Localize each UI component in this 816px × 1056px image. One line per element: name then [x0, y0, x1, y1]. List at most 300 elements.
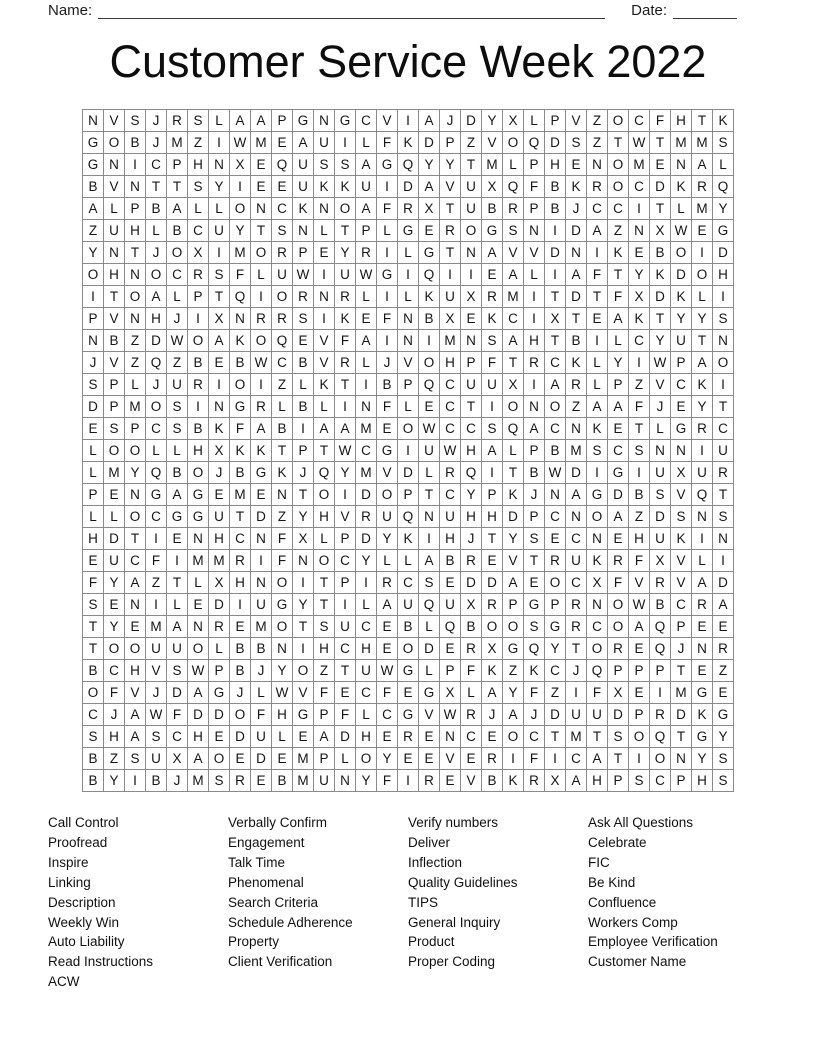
- grid-cell: R: [356, 242, 377, 264]
- grid-cell: C: [83, 704, 104, 726]
- grid-cell: A: [377, 594, 398, 616]
- grid-cell: N: [335, 770, 356, 792]
- grid-cell: F: [377, 396, 398, 418]
- grid-cell: N: [293, 220, 314, 242]
- grid-cell: Q: [398, 506, 419, 528]
- grid-cell: D: [566, 462, 587, 484]
- grid-cell: A: [713, 594, 734, 616]
- grid-cell: R: [650, 572, 671, 594]
- grid-cell: B: [566, 330, 587, 352]
- grid-cell: Y: [608, 352, 629, 374]
- grid-cell: P: [629, 660, 650, 682]
- grid-cell: O: [251, 330, 272, 352]
- grid-cell: A: [524, 418, 545, 440]
- grid-cell: G: [398, 220, 419, 242]
- grid-cell: T: [671, 726, 692, 748]
- grid-cell: O: [671, 242, 692, 264]
- grid-cell: I: [335, 594, 356, 616]
- grid-cell: R: [440, 220, 461, 242]
- grid-cell: N: [125, 594, 146, 616]
- grid-cell: Z: [125, 330, 146, 352]
- grid-cell: T: [461, 396, 482, 418]
- grid-cell: B: [146, 770, 167, 792]
- grid-cell: U: [713, 440, 734, 462]
- grid-cell: I: [524, 286, 545, 308]
- grid-cell: I: [461, 264, 482, 286]
- grid-cell: R: [293, 286, 314, 308]
- grid-cell: P: [125, 198, 146, 220]
- grid-cell: H: [83, 528, 104, 550]
- grid-cell: D: [188, 704, 209, 726]
- grid-cell: T: [482, 528, 503, 550]
- grid-cell: T: [545, 726, 566, 748]
- grid-cell: H: [314, 638, 335, 660]
- grid-row: [83, 550, 734, 572]
- grid-cell: D: [167, 682, 188, 704]
- grid-cell: I: [398, 770, 419, 792]
- grid-cell: S: [503, 220, 524, 242]
- grid-cell: C: [503, 308, 524, 330]
- grid-cell: C: [566, 748, 587, 770]
- grid-cell: F: [587, 264, 608, 286]
- grid-cell: R: [377, 572, 398, 594]
- word-list-item: Celebrate: [588, 834, 647, 850]
- date-blank-line: [673, 3, 737, 19]
- grid-cell: G: [272, 594, 293, 616]
- grid-cell: K: [398, 132, 419, 154]
- grid-cell: F: [272, 528, 293, 550]
- grid-cell: J: [146, 242, 167, 264]
- grid-cell: Q: [419, 264, 440, 286]
- grid-cell: I: [629, 748, 650, 770]
- grid-cell: A: [314, 726, 335, 748]
- grid-row: [83, 264, 734, 286]
- grid-cell: T: [314, 440, 335, 462]
- grid-cell: T: [293, 484, 314, 506]
- grid-cell: E: [83, 418, 104, 440]
- grid-cell: Q: [524, 638, 545, 660]
- grid-cell: A: [356, 330, 377, 352]
- grid-cell: N: [104, 242, 125, 264]
- grid-cell: B: [167, 462, 188, 484]
- grid-row: [83, 528, 734, 550]
- grid-cell: J: [146, 132, 167, 154]
- grid-cell: Y: [104, 572, 125, 594]
- grid-cell: E: [608, 418, 629, 440]
- grid-cell: S: [524, 528, 545, 550]
- grid-cell: B: [83, 660, 104, 682]
- grid-cell: V: [440, 748, 461, 770]
- grid-cell: B: [230, 462, 251, 484]
- grid-cell: I: [335, 484, 356, 506]
- grid-cell: R: [167, 110, 188, 132]
- grid-cell: N: [230, 308, 251, 330]
- grid-cell: E: [293, 726, 314, 748]
- grid-cell: P: [524, 154, 545, 176]
- grid-cell: I: [713, 374, 734, 396]
- grid-cell: I: [230, 594, 251, 616]
- grid-cell: U: [461, 176, 482, 198]
- grid-cell: E: [209, 726, 230, 748]
- grid-cell: J: [524, 484, 545, 506]
- grid-cell: E: [692, 616, 713, 638]
- grid-cell: G: [608, 462, 629, 484]
- grid-cell: S: [713, 770, 734, 792]
- grid-cell: Z: [566, 396, 587, 418]
- grid-cell: A: [356, 198, 377, 220]
- grid-cell: P: [167, 154, 188, 176]
- grid-cell: N: [587, 528, 608, 550]
- grid-cell: D: [650, 506, 671, 528]
- grid-cell: N: [440, 726, 461, 748]
- grid-cell: L: [503, 440, 524, 462]
- grid-cell: B: [83, 770, 104, 792]
- grid-cell: W: [146, 704, 167, 726]
- grid-cell: E: [629, 242, 650, 264]
- grid-cell: C: [356, 682, 377, 704]
- grid-cell: O: [251, 242, 272, 264]
- grid-cell: N: [314, 286, 335, 308]
- grid-cell: S: [671, 506, 692, 528]
- grid-row: [83, 616, 734, 638]
- grid-cell: E: [398, 682, 419, 704]
- grid-cell: N: [461, 242, 482, 264]
- grid-cell: E: [629, 638, 650, 660]
- grid-cell: S: [419, 572, 440, 594]
- word-search-grid: [82, 109, 734, 792]
- word-list-item: Client Verification: [228, 954, 333, 970]
- grid-cell: E: [335, 682, 356, 704]
- grid-cell: E: [251, 154, 272, 176]
- grid-cell: P: [629, 704, 650, 726]
- grid-cell: S: [587, 440, 608, 462]
- grid-cell: A: [482, 440, 503, 462]
- grid-cell: P: [524, 198, 545, 220]
- grid-cell: Z: [104, 748, 125, 770]
- grid-cell: Z: [629, 374, 650, 396]
- grid-cell: C: [272, 198, 293, 220]
- grid-cell: N: [545, 484, 566, 506]
- grid-cell: L: [356, 704, 377, 726]
- grid-row: [83, 726, 734, 748]
- grid-cell: H: [629, 528, 650, 550]
- grid-cell: R: [335, 286, 356, 308]
- grid-cell: E: [692, 220, 713, 242]
- grid-cell: G: [167, 506, 188, 528]
- grid-cell: U: [440, 506, 461, 528]
- grid-cell: W: [440, 440, 461, 462]
- grid-cell: L: [419, 616, 440, 638]
- grid-cell: Y: [713, 198, 734, 220]
- grid-cell: K: [671, 528, 692, 550]
- grid-cell: B: [272, 418, 293, 440]
- word-list-item: Proper Coding: [408, 954, 496, 970]
- grid-cell: F: [650, 110, 671, 132]
- grid-cell: A: [419, 110, 440, 132]
- grid-cell: E: [272, 748, 293, 770]
- word-list-item: Verbally Confirm: [228, 815, 328, 830]
- grid-cell: B: [419, 308, 440, 330]
- grid-cell: H: [440, 528, 461, 550]
- grid-cell: J: [293, 462, 314, 484]
- grid-cell: D: [482, 572, 503, 594]
- grid-cell: L: [146, 440, 167, 462]
- grid-cell: I: [83, 286, 104, 308]
- grid-cell: U: [566, 704, 587, 726]
- grid-cell: J: [524, 704, 545, 726]
- grid-row: [83, 462, 734, 484]
- grid-cell: K: [587, 418, 608, 440]
- grid-cell: R: [461, 550, 482, 572]
- date-label: Date:: [631, 2, 667, 19]
- grid-cell: K: [608, 242, 629, 264]
- grid-cell: E: [314, 242, 335, 264]
- grid-cell: A: [503, 704, 524, 726]
- grid-cell: J: [167, 770, 188, 792]
- grid-cell: E: [188, 594, 209, 616]
- grid-cell: R: [566, 374, 587, 396]
- grid-cell: I: [419, 330, 440, 352]
- grid-cell: N: [524, 396, 545, 418]
- grid-cell: I: [587, 462, 608, 484]
- grid-cell: J: [377, 352, 398, 374]
- grid-cell: H: [188, 726, 209, 748]
- grid-cell: K: [335, 308, 356, 330]
- grid-cell: A: [608, 506, 629, 528]
- grid-cell: S: [335, 154, 356, 176]
- grid-cell: D: [503, 506, 524, 528]
- grid-cell: B: [83, 748, 104, 770]
- grid-cell: Q: [419, 594, 440, 616]
- grid-cell: O: [188, 330, 209, 352]
- grid-cell: T: [608, 748, 629, 770]
- grid-cell: E: [524, 572, 545, 594]
- grid-cell: C: [587, 198, 608, 220]
- grid-cell: P: [188, 286, 209, 308]
- grid-cell: N: [671, 440, 692, 462]
- word-list-column: [48, 813, 228, 992]
- grid-cell: F: [587, 682, 608, 704]
- grid-cell: Y: [356, 770, 377, 792]
- grid-cell: L: [503, 154, 524, 176]
- grid-cell: L: [419, 660, 440, 682]
- grid-cell: U: [314, 132, 335, 154]
- grid-cell: E: [83, 550, 104, 572]
- grid-cell: X: [503, 110, 524, 132]
- grid-cell: L: [83, 506, 104, 528]
- grid-cell: T: [419, 484, 440, 506]
- grid-cell: K: [671, 286, 692, 308]
- grid-cell: R: [482, 748, 503, 770]
- grid-cell: C: [146, 506, 167, 528]
- grid-cell: F: [524, 176, 545, 198]
- grid-cell: L: [251, 682, 272, 704]
- grid-cell: C: [377, 704, 398, 726]
- grid-cell: R: [608, 550, 629, 572]
- grid-cell: B: [545, 198, 566, 220]
- grid-cell: L: [356, 352, 377, 374]
- grid-cell: Q: [272, 154, 293, 176]
- grid-cell: A: [293, 132, 314, 154]
- grid-cell: Z: [272, 374, 293, 396]
- grid-cell: M: [251, 616, 272, 638]
- grid-cell: I: [230, 176, 251, 198]
- grid-cell: X: [629, 286, 650, 308]
- grid-cell: Z: [125, 352, 146, 374]
- grid-cell: T: [692, 330, 713, 352]
- grid-cell: P: [608, 660, 629, 682]
- grid-cell: H: [272, 704, 293, 726]
- grid-row: [83, 110, 734, 132]
- grid-cell: S: [482, 330, 503, 352]
- grid-cell: L: [356, 286, 377, 308]
- word-list-item: Call Control: [48, 815, 119, 830]
- grid-cell: K: [629, 308, 650, 330]
- grid-cell: Y: [293, 594, 314, 616]
- word-list-item: Proofread: [48, 834, 108, 850]
- grid-cell: U: [146, 638, 167, 660]
- grid-cell: M: [629, 154, 650, 176]
- grid-cell: R: [566, 594, 587, 616]
- grid-cell: R: [230, 550, 251, 572]
- grid-cell: H: [692, 770, 713, 792]
- grid-cell: N: [83, 110, 104, 132]
- grid-cell: V: [650, 374, 671, 396]
- grid-cell: D: [419, 132, 440, 154]
- grid-cell: N: [209, 396, 230, 418]
- grid-cell: Q: [272, 330, 293, 352]
- grid-cell: X: [209, 572, 230, 594]
- grid-row: [83, 352, 734, 374]
- grid-row: [83, 132, 734, 154]
- grid-cell: Q: [146, 462, 167, 484]
- grid-cell: L: [314, 220, 335, 242]
- grid-cell: L: [587, 374, 608, 396]
- grid-cell: I: [692, 242, 713, 264]
- grid-cell: K: [566, 352, 587, 374]
- grid-cell: P: [209, 660, 230, 682]
- grid-cell: N: [587, 154, 608, 176]
- grid-cell: L: [398, 396, 419, 418]
- grid-cell: E: [356, 308, 377, 330]
- grid-cell: L: [356, 594, 377, 616]
- grid-cell: D: [356, 528, 377, 550]
- grid-row: [83, 484, 734, 506]
- grid-cell: M: [167, 132, 188, 154]
- grid-row: [83, 660, 734, 682]
- grid-cell: I: [503, 748, 524, 770]
- grid-cell: E: [713, 616, 734, 638]
- word-list-item: General Inquiry: [408, 914, 501, 930]
- grid-cell: Z: [314, 660, 335, 682]
- grid-cell: X: [440, 682, 461, 704]
- grid-cell: A: [230, 110, 251, 132]
- name-date-header: [0, 0, 816, 20]
- grid-cell: V: [104, 176, 125, 198]
- grid-cell: V: [566, 110, 587, 132]
- grid-cell: F: [377, 770, 398, 792]
- grid-cell: E: [377, 616, 398, 638]
- grid-cell: U: [461, 198, 482, 220]
- grid-cell: X: [209, 308, 230, 330]
- grid-cell: A: [587, 220, 608, 242]
- grid-cell: C: [629, 176, 650, 198]
- grid-cell: B: [272, 770, 293, 792]
- grid-cell: T: [230, 506, 251, 528]
- word-list-item: Product: [408, 934, 455, 950]
- grid-cell: I: [545, 748, 566, 770]
- grid-cell: O: [608, 594, 629, 616]
- word-list-item: Employee Verification: [588, 934, 718, 950]
- grid-cell: E: [440, 638, 461, 660]
- grid-cell: V: [671, 550, 692, 572]
- grid-cell: R: [398, 198, 419, 220]
- grid-cell: A: [356, 154, 377, 176]
- grid-cell: L: [251, 264, 272, 286]
- grid-cell: A: [251, 418, 272, 440]
- grid-cell: P: [608, 770, 629, 792]
- grid-cell: C: [566, 572, 587, 594]
- grid-cell: T: [146, 176, 167, 198]
- grid-cell: I: [482, 396, 503, 418]
- grid-cell: W: [377, 660, 398, 682]
- grid-cell: N: [629, 220, 650, 242]
- grid-cell: M: [293, 770, 314, 792]
- grid-cell: G: [377, 264, 398, 286]
- grid-cell: Z: [272, 506, 293, 528]
- grid-cell: K: [209, 418, 230, 440]
- grid-cell: F: [251, 704, 272, 726]
- grid-cell: E: [419, 726, 440, 748]
- grid-cell: I: [566, 682, 587, 704]
- grid-cell: C: [545, 660, 566, 682]
- grid-cell: D: [83, 396, 104, 418]
- grid-cell: U: [209, 220, 230, 242]
- grid-cell: D: [335, 726, 356, 748]
- grid-cell: K: [230, 330, 251, 352]
- grid-cell: P: [272, 110, 293, 132]
- grid-cell: P: [293, 440, 314, 462]
- grid-cell: R: [440, 462, 461, 484]
- grid-cell: O: [482, 616, 503, 638]
- grid-cell: C: [146, 418, 167, 440]
- grid-cell: A: [482, 682, 503, 704]
- grid-cell: E: [209, 352, 230, 374]
- grid-cell: D: [461, 572, 482, 594]
- grid-cell: A: [629, 616, 650, 638]
- grid-cell: Y: [335, 462, 356, 484]
- grid-cell: I: [209, 132, 230, 154]
- grid-cell: M: [356, 418, 377, 440]
- grid-cell: B: [482, 770, 503, 792]
- grid-cell: H: [104, 264, 125, 286]
- grid-cell: A: [167, 198, 188, 220]
- grid-cell: C: [272, 352, 293, 374]
- grid-cell: Q: [650, 638, 671, 660]
- grid-cell: G: [713, 220, 734, 242]
- grid-cell: P: [650, 660, 671, 682]
- grid-cell: B: [398, 616, 419, 638]
- grid-cell: O: [503, 726, 524, 748]
- grid-cell: H: [524, 330, 545, 352]
- grid-cell: I: [314, 264, 335, 286]
- grid-cell: E: [566, 154, 587, 176]
- grid-cell: A: [209, 330, 230, 352]
- grid-cell: R: [713, 638, 734, 660]
- grid-cell: E: [377, 418, 398, 440]
- grid-cell: O: [167, 242, 188, 264]
- grid-cell: P: [440, 660, 461, 682]
